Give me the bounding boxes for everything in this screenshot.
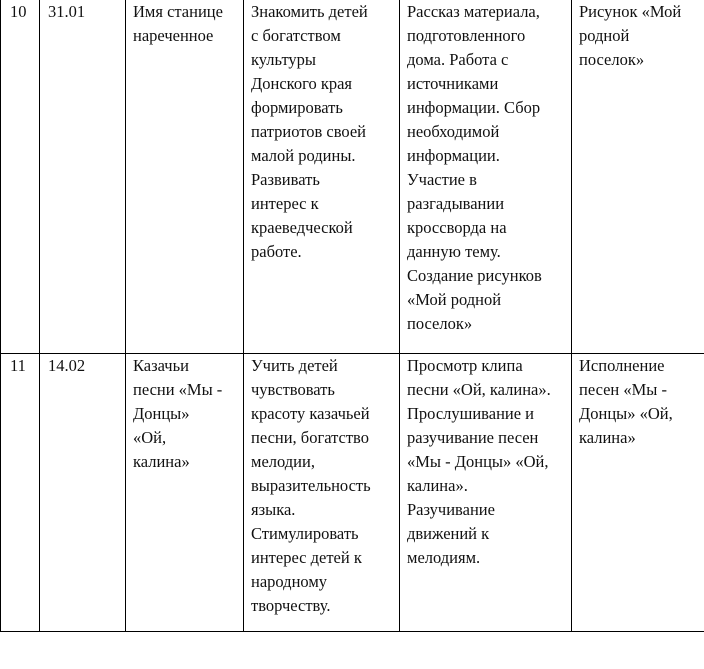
result-cell: Рисунок «Мой родной поселок» [572, 0, 704, 354]
date-cell: 14.02 [40, 354, 126, 632]
goals-cell: Учить детей чувствовать красоту казачьей песни, богатство мелодии, выразительность языка. Стимулировать интерес детей к народному творчеству. [244, 354, 400, 632]
date-cell: 31.01 [40, 0, 126, 354]
table-row [1, 354, 704, 632]
activities-cell: Просмотр клипа песни «Ой, калина». Прослушивание и разучивание песен «Мы - Донцы» «Ой, калина». Разучивание движений к мелодиям. [400, 354, 572, 632]
topic-cell: Имя станице нареченное [126, 0, 244, 354]
row-number-cell: 10 [1, 0, 40, 354]
row-number-cell: 11 [1, 354, 40, 632]
activities-cell: Рассказ материала, подготовленного дома. Работа с источниками информации. Сбор необходимой информации. Участие в разгадывании кроссворда на данную тему. Создание рисунков «Мой родной поселок» [400, 0, 572, 354]
topic-cell: Казачьи песни «Мы - Донцы» «Ой, калина» [126, 354, 244, 632]
result-cell: Исполнение песен «Мы - Донцы» «Ой, калина» [572, 354, 704, 632]
goals-cell: Знакомить детей с богатством культуры Донского края формировать патриотов своей малой родины. Развивать интерес к краеведческой работе. [244, 0, 400, 354]
table-row [1, 0, 704, 354]
